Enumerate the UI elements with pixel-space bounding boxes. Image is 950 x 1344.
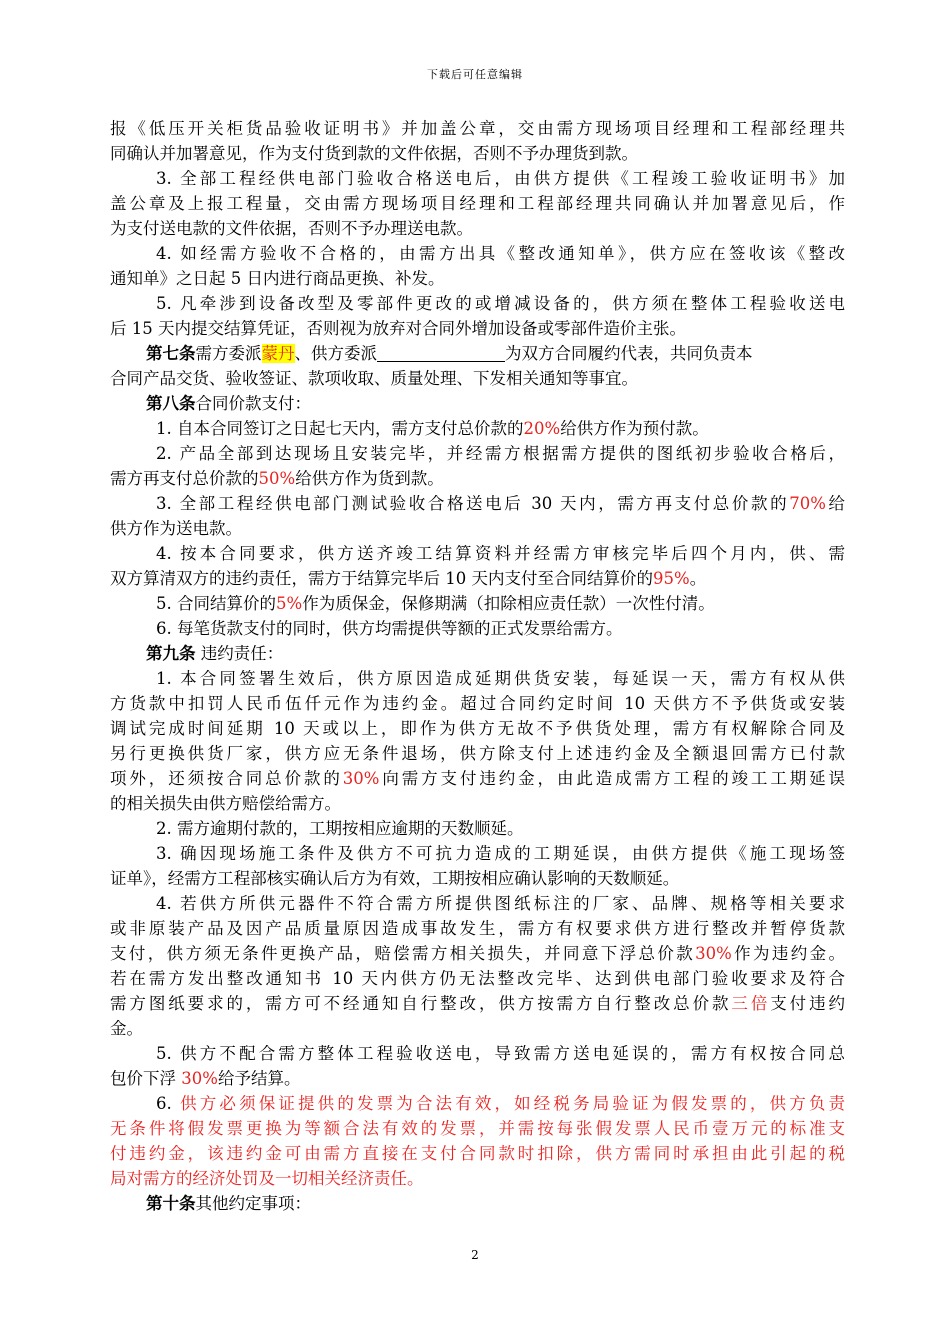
text-line <box>110 216 845 241</box>
text-run: 其他约定事项： <box>195 1194 311 1213</box>
text-run: 4. 按本合同要求，供方送齐竣工结算资料并经需方审核完毕后四个月内，供、需 <box>156 544 845 563</box>
text-line <box>110 441 845 466</box>
text-run: 蒙丹 <box>261 344 295 363</box>
text-run: 局对需方的经济处罚及一切相关经济责任。 <box>110 1169 424 1188</box>
text-run: 5. 合同结算价的 <box>156 594 276 613</box>
text-run: 合同产品交货、验收签证、款项收取、质量处理、下发相关通知等事宜。 <box>110 369 638 388</box>
text-run: 作为质保金，保修期满（扣除相应责任款）一次性付清。 <box>302 594 715 613</box>
text-line <box>110 791 845 816</box>
text-line <box>110 1041 845 1066</box>
text-run: 报《低压开关柜货品验收证明书》并加盖公章，交由需方现场项目经理和工程部经理共 <box>110 119 845 138</box>
text-run: 30% <box>181 1069 218 1088</box>
text-line <box>110 1191 845 1216</box>
text-line <box>110 491 845 516</box>
document-body <box>110 116 845 1216</box>
text-run: 给 <box>825 494 845 513</box>
text-run: 支付，供方须无条件更换产品，赔偿需方相关损失，并同意下浮总价款 <box>110 944 696 963</box>
text-run: 给予结算。 <box>217 1069 301 1088</box>
text-line <box>110 716 845 741</box>
text-line <box>110 691 845 716</box>
page-header: 下载后可任意编辑 <box>427 68 523 81</box>
text-run: 20% <box>523 419 561 438</box>
text-run: 3. 全部工程经供电部门验收合格送电后，由供方提供《工程竣工验收证明书》加 <box>156 169 845 188</box>
text-run: 后 15 天内提交结算凭证，否则视为放弃对合同外增加设备或零部件造价主张。 <box>110 319 686 338</box>
text-line <box>110 941 845 966</box>
text-run: 2. 产品全部到达现场且安装完毕，并经需方根据需方提供的图纸初步验收合格后， <box>156 444 845 463</box>
text-run: 双方算清双方的违约责任，需方于结算完毕后 10 天内支付至合同结算价的 <box>110 569 653 588</box>
text-run: 若在需方发出整改通知书 10 天内供方仍无法整改完毕、达到供电部门验收要求及符合 <box>110 969 845 988</box>
text-line <box>110 1016 845 1041</box>
text-run: 、供方委派 <box>294 344 377 363</box>
text-run: 。 <box>689 569 707 588</box>
text-line <box>110 966 845 991</box>
text-run: 方货款中扣罚人民币伍仟元作为违约金。超过合同约定时间 10 天供方不予供货或安装 <box>110 694 845 713</box>
text-line <box>110 566 845 591</box>
text-run: 为双方合同履约代表，共同负责本 <box>505 344 753 363</box>
text-line <box>110 591 845 616</box>
text-line <box>110 316 845 341</box>
text-line <box>110 241 845 266</box>
text-line <box>110 1141 845 1166</box>
text-line <box>110 516 845 541</box>
text-run: 2. 需方逾期付款的，工期按相应逾期的天数顺延。 <box>156 819 524 838</box>
signature-blank <box>377 344 505 362</box>
text-run: 5% <box>276 594 303 613</box>
text-run: 3. 确因现场施工条件及供方不可抗力造成的工期延误，由供方提供《施工现场签 <box>156 844 845 863</box>
text-run: 5. 凡牵涉到设备改型及零部件更改的或增减设备的，供方须在整体工程验收送电 <box>156 294 845 313</box>
text-run: 无条件将假发票更换为等额合法有效的发票，并需按每张假发票人民币壹万元的标准支 <box>110 1119 845 1138</box>
text-run: 1. 自本合同签订之日起七天内，需方支付总价款的 <box>156 419 524 438</box>
text-line <box>110 916 845 941</box>
text-line <box>110 816 845 841</box>
article-heading: 第九条 <box>146 644 196 663</box>
text-run: 证单》，经需方工程部核实确认后方为有效，工期按相应确认影响的天数顺延。 <box>110 869 680 888</box>
text-run: 包价下浮 <box>110 1069 182 1088</box>
text-line <box>110 266 845 291</box>
text-run: 需方委派 <box>195 344 262 363</box>
text-run: 项外，还须按合同总价款的 <box>110 769 343 788</box>
article-heading: 第十条 <box>146 1194 196 1213</box>
text-line <box>110 391 845 416</box>
text-run: 30% <box>342 769 380 788</box>
text-run: 另行更换供货厂家，供方应无条件退场，供方除支付上述违约金及全额退回需方已付款 <box>110 744 845 763</box>
text-line <box>110 616 845 641</box>
text-line <box>110 891 845 916</box>
text-line <box>110 416 845 441</box>
text-run: 6. 每笔货款支付的同时，供方均需提供等额的正式发票给需方。 <box>156 619 623 638</box>
text-line <box>110 541 845 566</box>
text-line <box>110 291 845 316</box>
text-line <box>110 1116 845 1141</box>
text-run: 通知单》之日起 5 日内进行商品更换、补发。 <box>110 269 445 288</box>
text-line <box>110 141 845 166</box>
text-run: 金。 <box>110 1019 143 1038</box>
text-line <box>110 366 845 391</box>
text-run: 50% <box>258 469 296 488</box>
text-line <box>110 641 845 666</box>
text-run: 95% <box>653 569 690 588</box>
text-line <box>110 866 845 891</box>
text-run: 支付违约 <box>770 994 845 1013</box>
text-line <box>110 466 845 491</box>
text-run: 或非原装产品及因产品质量原因造成事故发生，需方有权要求供方进行整改并暂停货款 <box>110 919 845 938</box>
text-run: 付违约金，该违约金可由需方直接在支付合同款时扣除，供方需同时承担由此引起的税 <box>110 1144 845 1163</box>
text-run: 1. 本合同签署生效后，供方原因造成延期供货安装，每延误一天，需方有权从供 <box>156 669 845 688</box>
text-run: 给供方作为预付款。 <box>560 419 709 438</box>
text-run: 4. 若供方所供元器件不符合需方所提供图纸标注的厂家、品牌、规格等相关要求 <box>156 894 845 913</box>
text-line <box>110 341 845 366</box>
text-run: 供方必须保证提供的发票为合法有效，如经税务局验证为假发票的，供方负责 <box>180 1094 845 1113</box>
text-run: 给供方作为货到款。 <box>295 469 444 488</box>
text-run: 3. 全部工程经供电部门测试验收合格送电后 30 天内，需方再支付总价款的 <box>156 494 790 513</box>
text-run: 30% <box>695 944 732 963</box>
text-run: 为支付送电款的文件依据，否则不予办理送电款。 <box>110 219 473 238</box>
text-line <box>110 116 845 141</box>
text-run: 的相关损失由供方赔偿给需方。 <box>110 794 341 813</box>
page-number: 2 <box>471 1248 479 1262</box>
text-run: 供方作为送电款。 <box>110 519 242 538</box>
text-run: 70% <box>789 494 826 513</box>
text-line <box>110 1091 845 1116</box>
text-run: 5. 供方不配合需方整体工程验收送电，导致需方送电延误的，需方有权按合同总 <box>156 1044 845 1063</box>
text-line <box>110 1166 845 1191</box>
article-heading: 第七条 <box>146 344 196 363</box>
text-run: 同确认并加署意见，作为支付货到款的文件依据，否则不予办理货到款。 <box>110 144 638 163</box>
text-line <box>110 741 845 766</box>
text-line <box>110 991 845 1016</box>
text-line <box>110 766 845 791</box>
text-run: 三倍 <box>731 994 771 1013</box>
text-line <box>110 666 845 691</box>
text-line <box>110 166 845 191</box>
text-run: 需方图纸要求的，需方可不经通知自行整改，供方按需方自行整改总价款 <box>110 994 732 1013</box>
text-line <box>110 1066 845 1091</box>
text-run: 向需方支付违约金，由此造成需方工程的竣工工期延误 <box>379 769 845 788</box>
text-run: 6. <box>156 1094 181 1113</box>
article-heading: 第八条 <box>146 394 196 413</box>
text-line <box>110 841 845 866</box>
text-run: 4. 如经需方验收不合格的，由需方出具《整改通知单》，供方应在签收该《整改 <box>156 244 845 263</box>
text-run: 作为违约金。 <box>731 944 845 963</box>
text-run: 合同价款支付： <box>195 394 311 413</box>
text-run: 违约责任： <box>195 644 284 663</box>
text-run: 盖公章及上报工程量，交由需方现场项目经理和工程部经理共同确认并加署意见后，作 <box>110 194 845 213</box>
text-run: 调试完成时间延期 10 天或以上，即作为供方无故不予供货处理，需方有权解除合同及 <box>110 719 845 738</box>
text-line <box>110 191 845 216</box>
text-run: 需方再支付总价款的 <box>110 469 259 488</box>
